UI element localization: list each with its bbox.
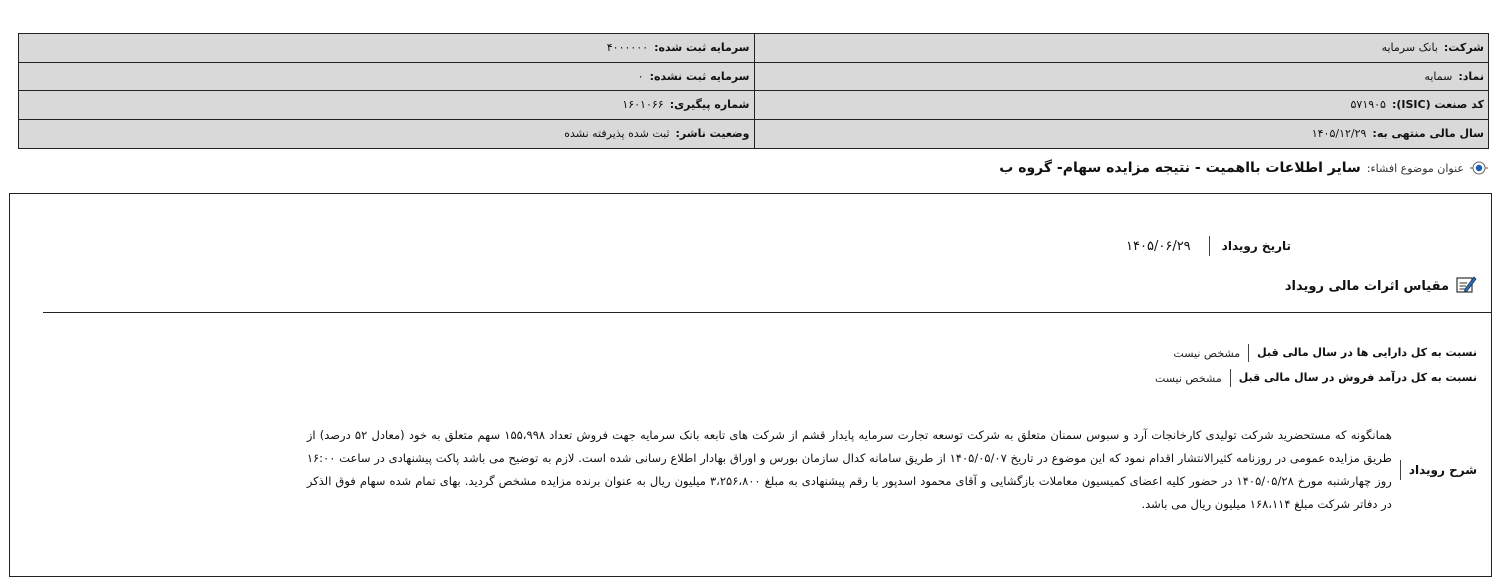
section-divider: [43, 312, 1491, 313]
radio-bullet-icon: [1470, 159, 1488, 177]
company-value: بانک سرمایه: [1381, 41, 1438, 55]
unregistered-capital-value: ۰: [637, 69, 644, 83]
edit-note-icon: [1455, 274, 1477, 298]
tracking-no-label: شماره پیگیری:: [669, 98, 750, 112]
ratio-assets-row: [1173, 344, 1477, 362]
tracking-no-cell: [19, 91, 754, 120]
event-date-row: [1126, 236, 1291, 256]
event-description-row: [307, 424, 1477, 516]
impact-title-text: مقیاس اثرات مالی رویداد: [1284, 278, 1449, 294]
fiscal-year-value: ۱۴۰۵/۱۲/۲۹: [1311, 127, 1367, 141]
unregistered-capital-label: سرمایه ثبت نشده:: [649, 69, 750, 83]
ratio-assets-value: مشخص نیست: [1173, 346, 1241, 360]
event-date-value: ۱۴۰۵/۰۶/۲۹: [1126, 238, 1191, 254]
disclosure-subject: [999, 159, 1488, 177]
registered-capital-cell: [19, 34, 754, 63]
description-text: همانگونه که مستحضرید شرکت تولیدی کارخانجات آرد و سبوس سمنان متعلق به شرکت توسعه تجارت سرمایه پایدار قشم از شرکت های تابعه بانک سرمایه جهت فروش تعداد ۱۵۵،۹۹۸ سهم متعلق به خود (معادل ۵۲ درصد) از طریق مزایده عمومی در روزنامه کثیرالانتشار اقدام نمود که این موضوع در تاریخ ۱۴۰۵/۰۵/۰۷ از طریق سامانه کدال سازمان بورس و اوراق بهادار اطلاع رسانی شده است. لازم به توضیح می باشد پاکت پیشنهادی در ساعت ۱۶:۰۰ روز چهارشنبه مورخ ۱۴۰۵/۰۵/۲۸ در حضور کلیه اعضای کمیسیون معاملات بازگشایی و آقای محمود اسدپور با رقم پیشنهادی به مبلغ ۳،۲۵۶،۸۰۰ میلیون ریال به عنوان برنده مزایده مشخص گردید. بهای تمام شده سهام فوق الذکر در دفاتر شرکت مبلغ ۱۶۸،۱۱۴ میلیون ریال می باشد.: [306, 428, 1392, 511]
isic-label: کد صنعت (ISIC):: [1391, 98, 1484, 112]
subject-label: عنوان موضوع افشاء:: [1366, 161, 1464, 175]
symbol-value: سمایه: [1424, 69, 1453, 83]
company-info-table: [18, 33, 1489, 149]
publisher-status-value: ثبت شده پذیرفته نشده: [564, 127, 670, 141]
company-label: شرکت:: [1443, 41, 1484, 55]
registered-capital-value: ۴۰۰۰۰۰۰: [606, 41, 649, 55]
fiscal-year-label: سال مالی منتهی به:: [1372, 127, 1484, 141]
description-label: شرح رویداد: [1400, 460, 1477, 480]
company-cell: [754, 34, 1489, 63]
ratio-assets-label: نسبت به کل دارایی ها در سال مالی قبل: [1248, 344, 1477, 362]
ratio-revenue-row: [1155, 369, 1477, 387]
unregistered-capital-cell: [19, 63, 754, 92]
symbol-label: نماد:: [1458, 69, 1484, 83]
impact-section-title: [1285, 274, 1477, 298]
subject-title: سایر اطلاعات بااهمیت - نتیجه مزایده سهام- گروه ب: [999, 160, 1361, 176]
tracking-no-value: ۱۶۰۱۰۶۶: [622, 98, 664, 112]
isic-cell: [754, 91, 1489, 120]
symbol-cell: [754, 63, 1489, 92]
publisher-status-label: وضعیت ناشر:: [675, 127, 750, 141]
publisher-status-cell: [19, 120, 754, 149]
event-details-box: [9, 193, 1492, 577]
fiscal-year-cell: [754, 120, 1489, 149]
isic-value: ۵۷۱۹۰۵: [1350, 98, 1386, 112]
event-date-label: تاریخ رویداد: [1209, 236, 1291, 256]
registered-capital-label: سرمایه ثبت شده:: [654, 41, 750, 55]
ratio-revenue-value: مشخص نیست: [1154, 371, 1222, 385]
ratio-revenue-label: نسبت به کل درآمد فروش در سال مالی قبل: [1230, 369, 1477, 387]
